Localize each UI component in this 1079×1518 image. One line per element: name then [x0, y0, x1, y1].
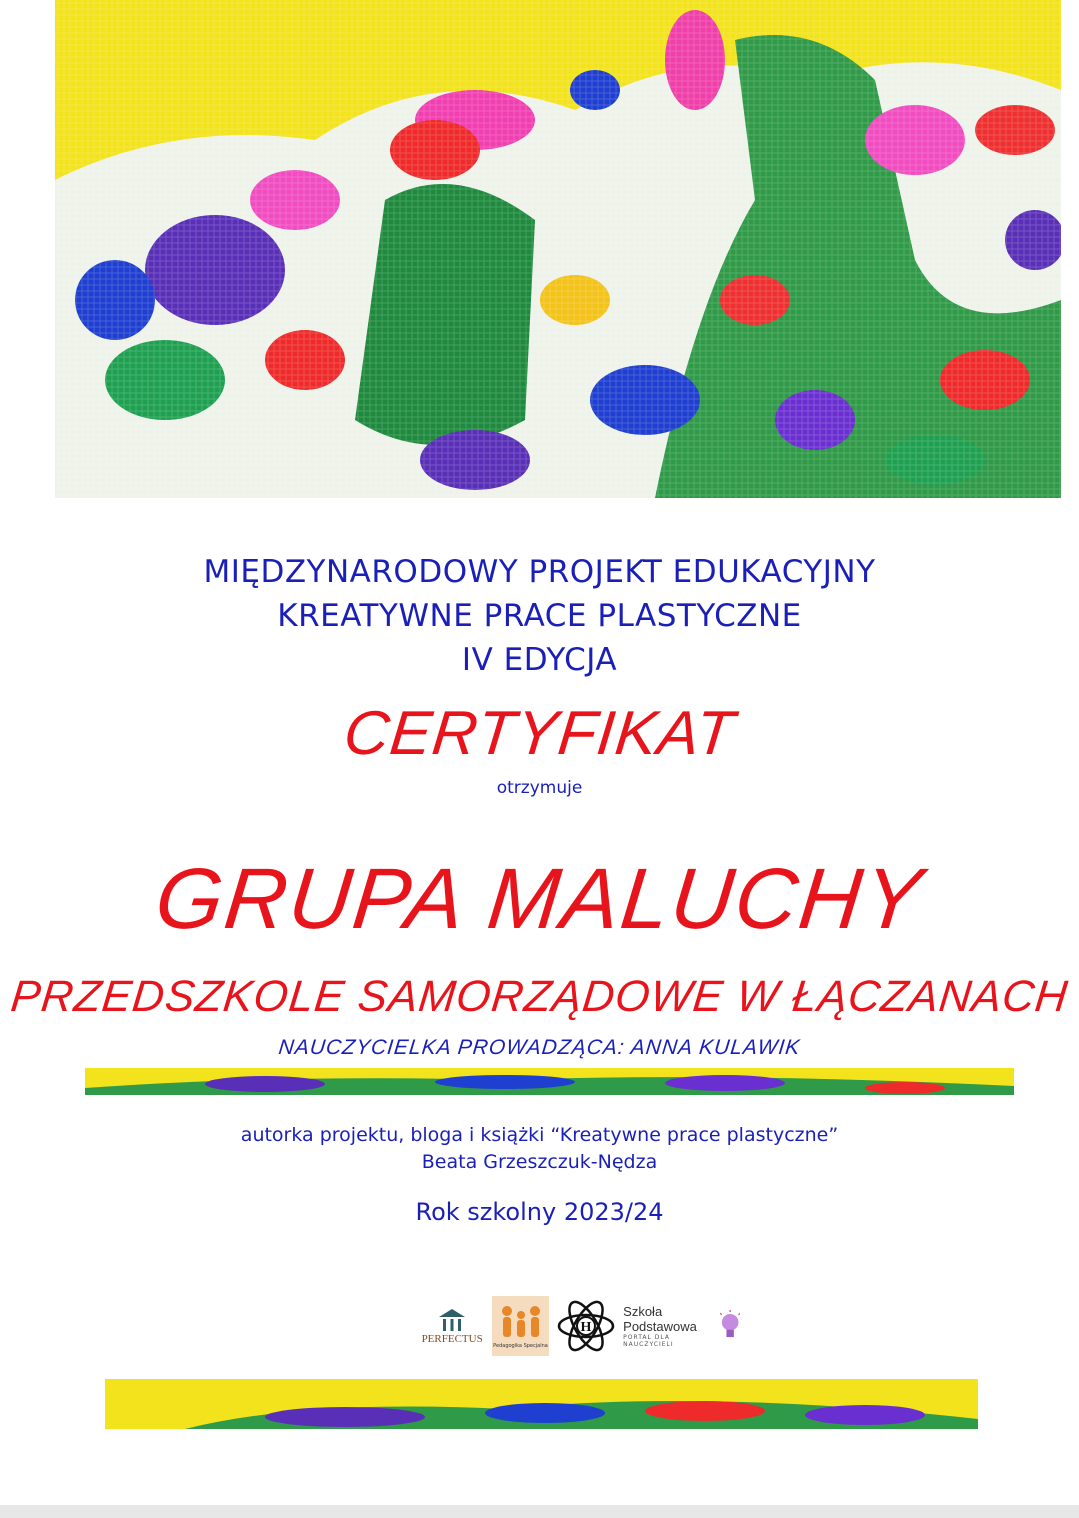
- pedagogika-logo: [492, 1296, 548, 1356]
- perfectus-label: PERFECTUS: [421, 1333, 483, 1345]
- pedagogika-label: Pedagogika Specjalna: [493, 1343, 548, 1349]
- project-line-2: KREATYWNE PRACE PLASTYCZNE: [277, 598, 802, 634]
- h-letter: H: [580, 1320, 592, 1335]
- teacher-line: NAUCZYCIELKA PROWADZĄCA: ANNA KULAWIK: [277, 1036, 802, 1059]
- school-line-2: Podstawowa: [623, 1319, 697, 1334]
- project-line-1: MIĘDZYNARODOWY PROJEKT EDUKACYJNY: [203, 554, 876, 590]
- artwork-strip-top: [85, 1068, 1014, 1095]
- author-line-2: Beata Grzeszczuk-Nędza: [421, 1151, 658, 1173]
- artwork-banner: [55, 0, 1061, 498]
- recipient-name: GRUPA MALUCHY: [151, 851, 928, 947]
- project-title: [0, 550, 1079, 682]
- perfectus-logo-icon: [437, 1307, 467, 1333]
- project-line-3: IV EDYCJA: [461, 642, 618, 678]
- school-sub: PORTAL DLA NAUCZYCIELI: [623, 1334, 674, 1348]
- h-atom-logo-icon: [557, 1297, 615, 1355]
- school-portal-text: [623, 1304, 716, 1348]
- school-year: Rok szkolny 2023/24: [415, 1198, 664, 1226]
- author-info: [0, 1122, 1079, 1176]
- partner-logos: [420, 1295, 740, 1357]
- bottom-bar: [0, 1505, 1079, 1518]
- painting-strip-icon-bottom: [105, 1379, 978, 1429]
- certificate-title: CERTYFIKAT: [340, 699, 739, 768]
- school-line-1: Szkoła: [623, 1304, 663, 1319]
- perfectus-logo: [420, 1296, 484, 1356]
- receives-label: otrzymuje: [496, 778, 583, 798]
- painting-strip-icon: [85, 1068, 1014, 1095]
- lightbulb-icon: [720, 1310, 740, 1342]
- artwork-strip-bottom: [105, 1379, 978, 1429]
- pedagogika-logo-icon: [498, 1303, 544, 1343]
- school-portal-logo: [623, 1296, 740, 1356]
- institution-name: PRZEDSZKOLE SAMORZĄDOWE W ŁĄCZANACH: [8, 972, 1071, 1021]
- author-line-1: autorka projektu, bloga i książki “Kreatywne prace plastyczne”: [240, 1124, 839, 1146]
- painting-banner-icon: [55, 0, 1061, 498]
- h-logo: [557, 1296, 615, 1356]
